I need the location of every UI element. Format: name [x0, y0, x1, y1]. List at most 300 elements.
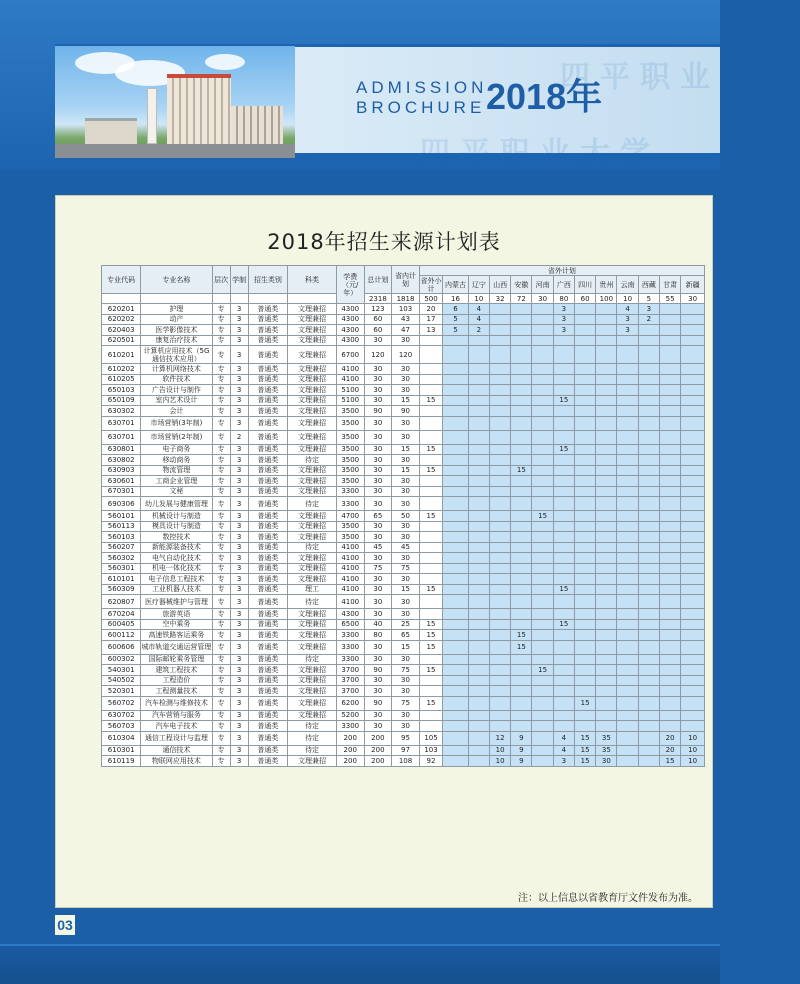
table-cell: [617, 584, 638, 595]
table-cell: 15: [419, 630, 442, 641]
table-cell: [681, 444, 705, 455]
table-cell: [574, 465, 595, 476]
table-cell: [574, 346, 595, 364]
table-cell: 文理兼招: [288, 465, 337, 476]
table-cell: 新能源装备技术: [141, 542, 212, 553]
table-cell: [489, 630, 510, 641]
table-cell: [638, 521, 659, 532]
table-cell: 30: [364, 675, 392, 686]
table-cell: [574, 574, 595, 585]
table-cell: 文理兼招: [288, 609, 337, 620]
table-cell: [681, 563, 705, 574]
table-cell: 30: [392, 455, 420, 466]
table-cell: [532, 619, 553, 630]
table-cell: 3: [230, 584, 248, 595]
table-cell: [532, 325, 553, 336]
table-cell: 3500: [336, 532, 364, 543]
page-number: 03: [55, 915, 75, 935]
table-cell: 4100: [336, 542, 364, 553]
table-cell: [489, 675, 510, 686]
table-cell: 文理兼招: [288, 325, 337, 336]
table-cell: 35: [596, 731, 617, 745]
table-cell: 专: [212, 395, 230, 406]
table-row: [102, 630, 705, 641]
table-cell: 45: [392, 542, 420, 553]
table-cell: 3: [553, 304, 574, 315]
table-cell: 6: [443, 304, 469, 315]
table-cell: 计算机网络技术: [141, 364, 212, 375]
table-cell: 15: [392, 444, 420, 455]
table-cell: [617, 721, 638, 732]
table-cell: [511, 455, 532, 466]
table-cell: 理工: [288, 584, 337, 595]
table-cell: 普通类: [248, 395, 287, 406]
table-cell: [532, 630, 553, 641]
table-cell: 专: [212, 476, 230, 487]
table-cell: 普通类: [248, 731, 287, 745]
col-province: 河南: [532, 276, 553, 294]
table-cell: 专: [212, 511, 230, 522]
table-cell: 文理兼招: [288, 686, 337, 697]
table-cell: [617, 553, 638, 564]
table-cell: 630702: [102, 710, 141, 721]
table-cell: 普通类: [248, 430, 287, 444]
table-cell: [489, 430, 510, 444]
table-cell: 4100: [336, 374, 364, 385]
table-row: [102, 756, 705, 767]
table-cell: 10: [489, 756, 510, 767]
table-cell: 6700: [336, 346, 364, 364]
table-cell: 3: [230, 675, 248, 686]
table-cell: 3: [617, 325, 638, 336]
table-cell: [553, 595, 574, 609]
table-cell: 工商企业管理: [141, 476, 212, 487]
table-cell: [419, 346, 442, 364]
table-cell: [617, 416, 638, 430]
table-cell: [511, 395, 532, 406]
table-cell: 3: [230, 465, 248, 476]
table-cell: 630701: [102, 430, 141, 444]
table-cell: [574, 385, 595, 396]
table-cell: [638, 364, 659, 375]
table-cell: [443, 521, 469, 532]
table-cell: 35: [596, 745, 617, 756]
table-cell: [638, 686, 659, 697]
table-cell: [553, 486, 574, 497]
enrollment-plan-table: [101, 265, 705, 767]
table-cell: 15: [419, 395, 442, 406]
plan-title: 2018年招生来源计划表: [267, 230, 501, 254]
table-cell: 3: [230, 721, 248, 732]
table-cell: 普通类: [248, 497, 287, 511]
col-province: 西藏: [638, 276, 659, 294]
table-cell: [511, 721, 532, 732]
table-cell: 文理兼招: [288, 665, 337, 676]
table-cell: [553, 696, 574, 710]
table-cell: [659, 640, 680, 654]
table-cell: 15: [511, 465, 532, 476]
table-cell: [638, 532, 659, 543]
table-cell: 康复治疗技术: [141, 335, 212, 346]
table-cell: [617, 374, 638, 385]
col-name: 专业名称: [141, 266, 212, 294]
table-cell: 80: [364, 630, 392, 641]
table-cell: [638, 511, 659, 522]
table-cell: [511, 665, 532, 676]
table-cell: [638, 731, 659, 745]
table-cell: 移动商务: [141, 455, 212, 466]
table-cell: [659, 619, 680, 630]
table-cell: 3500: [336, 521, 364, 532]
table-cell: 普通类: [248, 595, 287, 609]
table-cell: 文理兼招: [288, 675, 337, 686]
table-cell: [489, 455, 510, 466]
table-row: [102, 335, 705, 346]
table-cell: [419, 374, 442, 385]
table-cell: [596, 584, 617, 595]
table-cell: 75: [364, 563, 392, 574]
table-cell: 13: [419, 325, 442, 336]
table-cell: [596, 395, 617, 406]
table-cell: 6500: [336, 619, 364, 630]
table-cell: [553, 521, 574, 532]
table-cell: [681, 395, 705, 406]
table-cell: 2: [468, 325, 489, 336]
table-cell: 97: [392, 745, 420, 756]
table-cell: 待定: [288, 721, 337, 732]
col-province: 贵州: [596, 276, 617, 294]
table-cell: [511, 521, 532, 532]
table-cell: 10: [681, 745, 705, 756]
table-cell: [419, 521, 442, 532]
table-cell: 30: [364, 455, 392, 466]
table-cell: 600302: [102, 654, 141, 665]
footnote: 注：以上信息以省教育厅文件发布为准。: [518, 893, 698, 904]
table-cell: 30: [392, 574, 420, 585]
table-cell: [532, 721, 553, 732]
table-cell: [511, 532, 532, 543]
table-cell: [489, 314, 510, 325]
col-province: 甘肃: [659, 276, 680, 294]
table-cell: [596, 710, 617, 721]
table-cell: 待定: [288, 542, 337, 553]
table-cell: [489, 595, 510, 609]
table-cell: 普通类: [248, 304, 287, 315]
table-cell: [638, 675, 659, 686]
table-cell: [574, 619, 595, 630]
table-cell: 3: [230, 364, 248, 375]
table-cell: [681, 574, 705, 585]
table-cell: [419, 609, 442, 620]
table-cell: [638, 745, 659, 756]
col-province: 云南: [617, 276, 638, 294]
table-cell: 文理兼招: [288, 335, 337, 346]
table-cell: 文理兼招: [288, 630, 337, 641]
table-cell: 文理兼招: [288, 314, 337, 325]
table-cell: [443, 563, 469, 574]
table-cell: [638, 486, 659, 497]
table-cell: [596, 304, 617, 315]
table-cell: 620501: [102, 335, 141, 346]
table-cell: 540301: [102, 665, 141, 676]
table-cell: [617, 640, 638, 654]
table-cell: 120: [364, 346, 392, 364]
table-cell: [468, 335, 489, 346]
table-cell: 15: [574, 756, 595, 767]
table-cell: [681, 595, 705, 609]
table-cell: 专: [212, 532, 230, 543]
table-cell: 30: [364, 476, 392, 487]
table-cell: [468, 675, 489, 686]
table-cell: 待定: [288, 654, 337, 665]
table-cell: [596, 416, 617, 430]
table-cell: 12: [489, 731, 510, 745]
table-cell: 4: [468, 304, 489, 315]
table-cell: 普通类: [248, 721, 287, 732]
table-cell: 电气自动化技术: [141, 553, 212, 564]
table-cell: [659, 346, 680, 364]
sum-cell: 55: [659, 294, 680, 304]
table-cell: [532, 465, 553, 476]
table-cell: [596, 476, 617, 487]
table-cell: [574, 304, 595, 315]
table-cell: 3500: [336, 455, 364, 466]
table-cell: [468, 511, 489, 522]
table-cell: 40: [364, 619, 392, 630]
table-cell: 专: [212, 346, 230, 364]
table-cell: 专: [212, 304, 230, 315]
table-cell: 4: [553, 745, 574, 756]
table-cell: [681, 630, 705, 641]
table-cell: [511, 430, 532, 444]
table-cell: 5: [443, 325, 469, 336]
table-cell: [617, 574, 638, 585]
table-cell: [443, 553, 469, 564]
table-cell: [638, 476, 659, 487]
table-cell: [596, 511, 617, 522]
table-cell: 文理兼招: [288, 521, 337, 532]
table-cell: [659, 416, 680, 430]
table-cell: [574, 654, 595, 665]
table-cell: [681, 584, 705, 595]
table-cell: [511, 584, 532, 595]
table-cell: [553, 574, 574, 585]
table-cell: [596, 406, 617, 417]
table-cell: [532, 609, 553, 620]
table-cell: 普通类: [248, 563, 287, 574]
table-cell: 2: [638, 314, 659, 325]
table-cell: [617, 532, 638, 543]
table-cell: 630801: [102, 444, 141, 455]
table-cell: [574, 595, 595, 609]
table-row: [102, 455, 705, 466]
table-cell: [638, 563, 659, 574]
table-cell: [468, 686, 489, 697]
campus-monument: [147, 88, 157, 144]
table-cell: [659, 584, 680, 595]
table-cell: 690306: [102, 497, 141, 511]
table-cell: [489, 619, 510, 630]
table-cell: 30: [392, 710, 420, 721]
table-cell: [574, 314, 595, 325]
table-row: [102, 465, 705, 476]
table-cell: [617, 745, 638, 756]
table-cell: 30: [392, 497, 420, 511]
table-row: [102, 584, 705, 595]
table-row: [102, 675, 705, 686]
table-cell: [596, 619, 617, 630]
table-cell: 2: [230, 430, 248, 444]
table-cell: 17: [419, 314, 442, 325]
table-cell: 专: [212, 686, 230, 697]
table-cell: [553, 385, 574, 396]
table-cell: 30: [364, 416, 392, 430]
table-cell: 90: [392, 406, 420, 417]
table-row: [102, 553, 705, 564]
table-cell: 文理兼招: [288, 364, 337, 375]
table-cell: 30: [392, 335, 420, 346]
table-cell: [553, 406, 574, 417]
table-cell: 普通类: [248, 574, 287, 585]
campus-building: [231, 106, 283, 144]
table-cell: 30: [364, 640, 392, 654]
table-cell: 10: [681, 756, 705, 767]
table-cell: 3: [230, 595, 248, 609]
table-cell: 3700: [336, 665, 364, 676]
table-cell: 10: [489, 745, 510, 756]
table-cell: 610202: [102, 364, 141, 375]
table-cell: [553, 609, 574, 620]
table-cell: 30: [392, 675, 420, 686]
table-cell: [553, 542, 574, 553]
table-cell: [419, 335, 442, 346]
table-cell: [574, 532, 595, 543]
table-cell: [596, 430, 617, 444]
table-cell: 文理兼招: [288, 406, 337, 417]
table-cell: [638, 574, 659, 585]
table-cell: [419, 553, 442, 564]
table-cell: 专: [212, 696, 230, 710]
table-cell: [574, 395, 595, 406]
sum-cell: 60: [574, 294, 595, 304]
table-cell: 文理兼招: [288, 430, 337, 444]
table-cell: [489, 346, 510, 364]
table-row: [102, 416, 705, 430]
table-cell: 620201: [102, 304, 141, 315]
table-cell: 文理兼招: [288, 486, 337, 497]
table-cell: 机械设计与制造: [141, 511, 212, 522]
table-cell: [532, 542, 553, 553]
table-cell: 3: [230, 574, 248, 585]
table-cell: 旅游英语: [141, 609, 212, 620]
table-cell: [489, 364, 510, 375]
table-cell: [596, 640, 617, 654]
table-cell: [574, 430, 595, 444]
table-cell: [443, 640, 469, 654]
table-cell: 65: [364, 511, 392, 522]
table-cell: 空中乘务: [141, 619, 212, 630]
table-cell: 610101: [102, 574, 141, 585]
table-cell: [574, 497, 595, 511]
table-cell: [468, 721, 489, 732]
table-cell: [638, 756, 659, 767]
table-cell: [489, 710, 510, 721]
table-cell: [489, 497, 510, 511]
table-cell: [617, 465, 638, 476]
table-row: [102, 476, 705, 487]
table-cell: [596, 444, 617, 455]
table-cell: 3: [230, 609, 248, 620]
table-cell: 3: [230, 532, 248, 543]
table-row: [102, 364, 705, 375]
table-cell: 文理兼招: [288, 710, 337, 721]
table-cell: [638, 721, 659, 732]
table-cell: 4100: [336, 553, 364, 564]
table-cell: [511, 374, 532, 385]
table-cell: 200: [336, 731, 364, 745]
table-cell: [681, 640, 705, 654]
table-cell: 3500: [336, 416, 364, 430]
table-cell: 540502: [102, 675, 141, 686]
table-cell: 60: [364, 314, 392, 325]
table-cell: [532, 574, 553, 585]
table-cell: [468, 745, 489, 756]
campus-building: [85, 118, 137, 144]
table-cell: 3: [230, 486, 248, 497]
table-cell: [511, 595, 532, 609]
table-cell: 560702: [102, 696, 141, 710]
table-cell: [553, 374, 574, 385]
table-cell: [468, 542, 489, 553]
table-cell: [659, 665, 680, 676]
table-cell: [617, 364, 638, 375]
table-cell: 普通类: [248, 364, 287, 375]
table-cell: 3700: [336, 686, 364, 697]
table-cell: [553, 364, 574, 375]
table-cell: [468, 665, 489, 676]
table-cell: [659, 385, 680, 396]
table-cell: [574, 609, 595, 620]
table-cell: [574, 511, 595, 522]
table-cell: [617, 665, 638, 676]
table-cell: [489, 609, 510, 620]
table-cell: 4100: [336, 595, 364, 609]
table-cell: [443, 710, 469, 721]
table-cell: [532, 710, 553, 721]
table-cell: [659, 542, 680, 553]
header-banner: [0, 0, 800, 171]
table-cell: [489, 444, 510, 455]
sum-cell: 32: [489, 294, 510, 304]
table-cell: [596, 609, 617, 620]
table-cell: 工业机器人技术: [141, 584, 212, 595]
table-cell: [468, 521, 489, 532]
table-cell: 专: [212, 731, 230, 745]
table-cell: 计算机应用技术（5G通信技术应用）: [141, 346, 212, 364]
table-cell: 3300: [336, 497, 364, 511]
table-cell: [532, 584, 553, 595]
table-cell: [553, 511, 574, 522]
table-cell: 幼儿发展与健康管理: [141, 497, 212, 511]
table-cell: [574, 486, 595, 497]
table-row: [102, 542, 705, 553]
table-cell: [468, 710, 489, 721]
table-cell: [511, 609, 532, 620]
table-cell: 普通类: [248, 385, 287, 396]
table-cell: [468, 455, 489, 466]
table-cell: [489, 584, 510, 595]
table-cell: [553, 710, 574, 721]
